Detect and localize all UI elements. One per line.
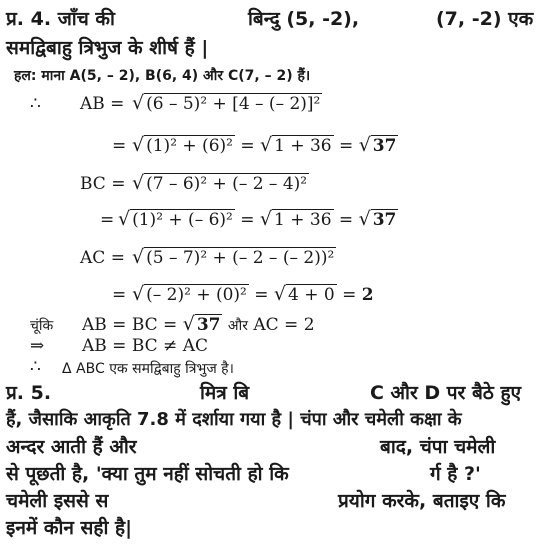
- bc-result: 37: [372, 210, 397, 230]
- q4-line2: समद्विबाहु त्रिभुज के शीर्ष हैं |: [6, 37, 209, 59]
- ac-label: AC =: [80, 248, 125, 268]
- q5-line5-part2: प्रयोग करके, बताइए कि: [338, 490, 506, 512]
- ac-expression-2: √ (– 2)² + (0)² = √ 4 + 0 = 2: [132, 283, 374, 305]
- conclusion-text: Δ ABC एक समद्विबाहु त्रिभुज है।: [62, 361, 234, 377]
- q5-line1-part1: प्र. 5.: [6, 382, 52, 404]
- since-ac: AC = 2: [253, 315, 315, 335]
- conclusion-symbol: ∴: [30, 357, 41, 377]
- bc-radicand-3: 1 + 36: [274, 210, 332, 230]
- since-word: चूंकि: [30, 318, 54, 334]
- ac-result: 2: [361, 285, 374, 305]
- since-statement: AB = BC = √ 37 और AC = 2: [82, 313, 315, 335]
- q5-line5-part1: चमेली इससे स: [6, 490, 109, 512]
- q5-line6: इनमें कौन सही है|: [6, 517, 133, 539]
- ab-result: 37: [372, 136, 397, 156]
- q4-line1-part3: (7, -2) एक: [436, 8, 534, 30]
- q4-line1-part1: प्र. 4. जाँच की: [6, 8, 115, 30]
- q5-line4-part1: से पूछती है, 'क्या तुम नहीं सोचती हो कि: [6, 463, 289, 485]
- bc-radicand-2: (1)² + (– 6)²: [132, 210, 233, 230]
- bc-label: BC =: [80, 174, 126, 194]
- bc-expression-2: √ (1)² + (– 6)² = √ 1 + 36 = √ 37: [118, 208, 397, 230]
- since-root: 37: [196, 315, 221, 335]
- equals-sign: =: [112, 136, 127, 156]
- equals-sign: =: [112, 285, 127, 305]
- ab-radicand-1: (6 – 5)² + [4 – (– 2)]²: [146, 94, 321, 114]
- ac-radicand-2: (– 2)² + (0)²: [146, 285, 247, 305]
- ab-radicand-3: 1 + 36: [274, 136, 332, 156]
- ab-expression-1: √ (6 – 5)² + [4 – (– 2)]²: [132, 92, 321, 114]
- since-and: और: [227, 318, 248, 334]
- bc-radicand-1: (7 – 6)² + (– 2 – 4)²: [146, 174, 308, 194]
- bc-expression-1: √ (7 – 6)² + (– 2 – 4)²: [132, 172, 308, 194]
- equals-sign: =: [100, 210, 115, 230]
- q5-line1-part2: मित्र बि: [200, 382, 250, 404]
- ac-expression-1: √ (5 – 7)² + (– 2 – (– 2))²: [132, 246, 335, 268]
- q4-line1-part2: बिन्दु (5, -2),: [248, 8, 360, 30]
- ab-label: AB =: [80, 94, 125, 114]
- q5-line2: हैं, जैसाकि आकृति 7.8 में दर्शाया गया है | चंपा और चमेली कक्षा के: [6, 409, 462, 430]
- q5-line3-part1: अन्दर आती हैं और: [6, 436, 137, 458]
- q5-line4-part2: र्ग है ?': [430, 463, 481, 485]
- q5-line3-part2: बाद, चंपा चमेली: [380, 436, 496, 458]
- ab-radicand-2: (1)² + (6)²: [146, 136, 233, 156]
- ac-radicand-3: 4 + 0: [288, 285, 335, 305]
- solution-intro: हल: माना A(5, – 2), B(6, 4) और C(7, – 2) हैं।: [14, 68, 311, 84]
- ab-expression-2: √ (1)² + (6)² = √ 1 + 36 = √ 37: [132, 134, 397, 156]
- ac-radicand-1: (5 – 7)² + (– 2 – (– 2))²: [146, 248, 335, 268]
- q5-line1-part3: C और D पर बैठे हुए: [370, 382, 522, 404]
- therefore-symbol: ∴: [30, 94, 41, 114]
- implies-symbol: ⇒: [30, 336, 45, 356]
- since-equation: AB = BC =: [82, 315, 178, 335]
- implies-equation: AB = BC ≠ AC: [82, 336, 208, 356]
